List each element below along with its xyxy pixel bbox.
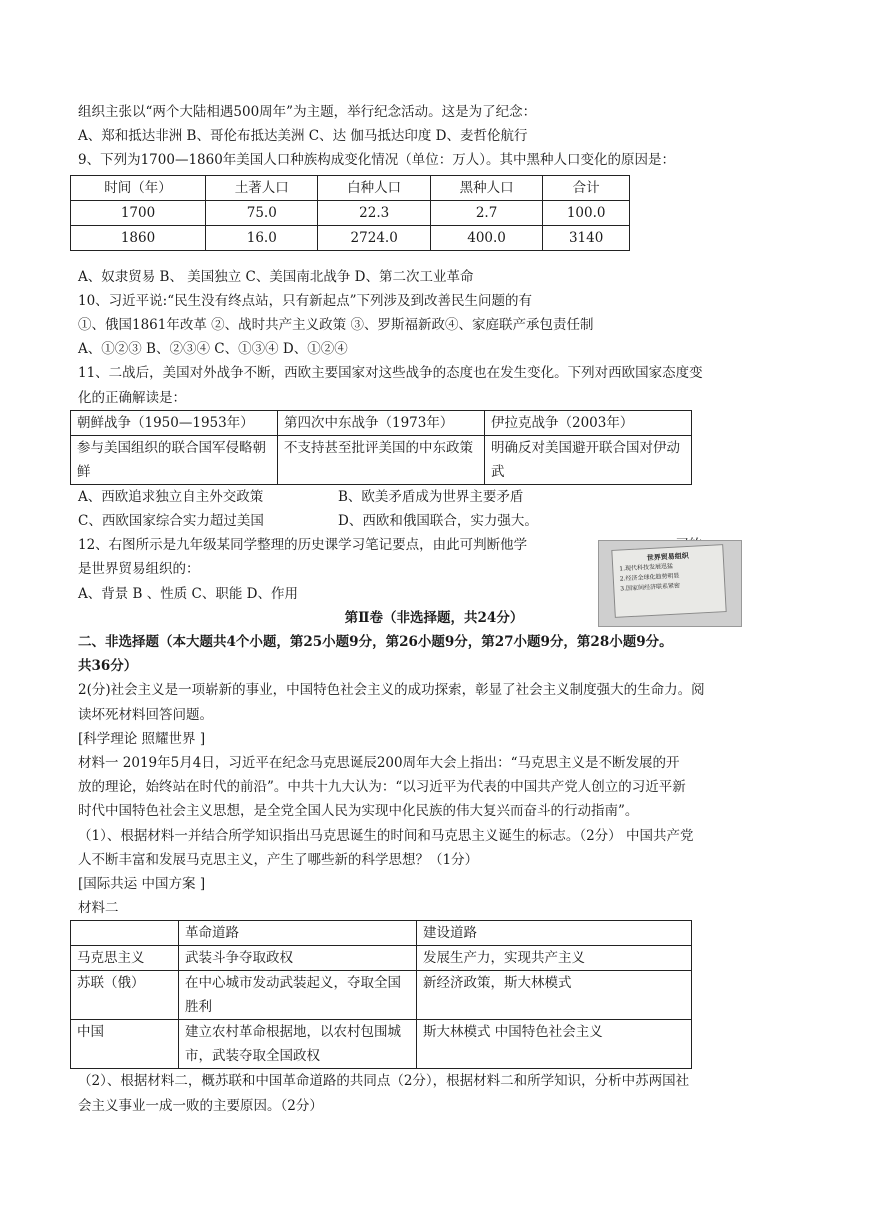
table-row <box>71 921 692 946</box>
table-row <box>71 1020 692 1069</box>
material-2-label: 材料二 <box>78 900 119 917</box>
section-2-heading-cont: 共36分） <box>78 658 138 675</box>
sub-question-2: 会主义事业一成一败的主要原因。（2分） <box>78 1097 323 1114</box>
text-line: 组织主张以“两个大陆相遇500周年”为主题，举行纪念活动。这是为了纪念： <box>78 104 537 120</box>
table-row <box>71 225 630 250</box>
option-c: C、西欧国家综合实力超过美国 <box>78 513 264 530</box>
question-12-cont: 是世界贸易组织的： <box>78 561 200 578</box>
table-cell: 中国 <box>71 1020 179 1069</box>
sub-question-1: 人不断丰富和发展马克思主义，产生了哪些新的科学思想？（1分） <box>78 851 479 868</box>
table-header <box>71 921 179 946</box>
table-row <box>71 410 692 435</box>
question-12: 12、右图所示是九年级某同学整理的历史课学习笔记要点，由此可判断他学 <box>78 537 528 554</box>
q12-options: A、背景 B 、性质 C、职能 D、作用 <box>78 585 298 602</box>
material-1: 放的理论，始终站在时代的前沿”。中共十九大认为：“以习近平为代表的中国共产党人创立的习近平新 <box>78 779 686 796</box>
table-header: 第四次中东战争（1973年） <box>278 410 485 435</box>
material-1: 时代中国特色社会主义思想，是全党全国人民为实现中化民族的伟大复兴而奋斗的行动指南”。 <box>78 803 639 820</box>
sub-question-1: （1）、根据材料一并结合所学知识指出马克思诞生的时间和马克思主义诞生的标志。（2分） 中国共产党 <box>78 827 694 844</box>
europe-attitude-table <box>70 410 692 485</box>
table-header: 朝鲜战争（1950—1953年） <box>71 410 278 435</box>
table-header: 白种人口 <box>318 175 430 200</box>
table-cell: 75.0 <box>206 200 318 225</box>
road-comparison-table <box>70 920 692 1069</box>
option-b: B、欧美矛盾成为世界主要矛盾 <box>338 488 524 505</box>
population-table <box>70 175 630 251</box>
question-11: 11、二战后，美国对外战争不断，西欧主要国家对这些战争的态度也在发生变化。下列对西欧国家态度变 <box>78 365 703 382</box>
table-header: 伊拉克战争（2003年） <box>485 410 692 435</box>
table-cell: 3140 <box>543 225 630 250</box>
table-cell: 建立农村革命根据地，以农村包围城市，武装夺取全国政权 <box>179 1020 417 1069</box>
table-header: 合计 <box>543 175 630 200</box>
notes-title: 世界贸易组织 <box>646 550 689 563</box>
table-cell: 2.7 <box>430 200 542 225</box>
notes-item: 1.现代科技发展迅猛 <box>619 562 674 573</box>
q10-items: ①、俄国1861年改革 ②、战时共产主义政策 ③、罗斯福新政④、家庭联产承包责任制 <box>78 317 594 334</box>
subheading: [国际共运 中国方案 ] <box>78 876 206 893</box>
table-cell: 16.0 <box>206 225 318 250</box>
table-cell: 发展生产力，实现共产主义 <box>417 946 692 971</box>
question-10: 10、习近平说:“民生没有终点站，只有新起点”下列涉及到改善民生问题的有 <box>78 292 533 309</box>
table-cell: 400.0 <box>430 225 542 250</box>
paragraph: 2(分)社会主义是一项崭新的事业，中国特色社会主义的成功探索，彰显了社会主义制度强大的生命力。阅 <box>78 682 705 699</box>
q11-options-row1 <box>78 485 790 509</box>
table-cell: 参与美国组织的联合国军侵略朝鲜 <box>71 435 278 484</box>
table-header: 黑种人口 <box>430 175 542 200</box>
table-cell: 22.3 <box>318 200 430 225</box>
table-cell: 不支持甚至批评美国的中东政策 <box>278 435 485 484</box>
paragraph: 读坏死材料回答问题。 <box>78 706 213 723</box>
table-header: 时间（年） <box>71 175 206 200</box>
table-cell: 武装斗争夺取政权 <box>179 946 417 971</box>
table-cell: 明确反对美国避开联合国对伊动武 <box>485 435 692 484</box>
q9-options: A、奴隶贸易 B、 美国独立 C、美国南北战争 D、第二次工业革命 <box>78 268 474 285</box>
material-1: 材料一 2019年5月4日，习近平在纪念马克思诞辰200周年大会上指出：“马克思主义是不断发展的开 <box>78 755 680 772</box>
sub-question-2: （2）、根据材料二，概苏联和中国革命道路的共同点（2分），根据材料二和所学知识，分析中苏两国社 <box>78 1073 690 1090</box>
q10-options: A、①②③ B、②③④ C、①③④ D、①②④ <box>78 341 348 358</box>
notes-item: 3.国家间经济联系紧密 <box>620 582 681 593</box>
notes-item: 2.经济全球化趋势明显 <box>619 572 680 583</box>
q8-options: A、郑和抵达非洲 B、哥伦布抵达美洲 C、达 伽马抵达印度 D、麦哲伦航行 <box>78 128 528 145</box>
part-2-title: 第Ⅱ卷（非选择题，共24分） <box>344 609 524 626</box>
wto-notes-image <box>598 540 742 627</box>
table-header: 土著人口 <box>206 175 318 200</box>
q11-options-row2 <box>78 509 790 533</box>
question-11-cont: 化的正确解读是： <box>78 389 186 406</box>
table-cell: 2724.0 <box>318 225 430 250</box>
table-row <box>71 175 630 200</box>
option-d: D、西欧和俄国联合，实力强大。 <box>338 513 538 530</box>
table-row <box>71 435 692 484</box>
table-header: 革命道路 <box>179 921 417 946</box>
table-cell: 1860 <box>71 225 206 250</box>
notes-card <box>611 544 726 618</box>
section-2-heading: 二、非选择题（本大题共4个小题，第25小题9分，第26小题9分，第27小题9分，第28小题9分。 <box>78 634 673 651</box>
table-header: 建设道路 <box>417 921 692 946</box>
table-row <box>71 946 692 971</box>
table-cell: 1700 <box>71 200 206 225</box>
table-cell: 100.0 <box>543 200 630 225</box>
table-cell: 苏联（俄） <box>71 971 179 1020</box>
table-cell: 斯大林模式 中国特色社会主义 <box>417 1020 692 1069</box>
option-a: A、西欧追求独立自主外交政策 <box>78 488 264 505</box>
table-cell: 在中心城市发动武装起义，夺取全国胜利 <box>179 971 417 1020</box>
table-cell: 新经济政策，斯大林模式 <box>417 971 692 1020</box>
question-9: 9、下列为1700—1860年美国人口种族构成变化情况（单位：万人）。其中黑种人口变化的原因是： <box>78 152 676 169</box>
table-cell: 马克思主义 <box>71 946 179 971</box>
subheading: [科学理论 照耀世界 ] <box>78 730 206 747</box>
table-row <box>71 200 630 225</box>
table-row <box>71 971 692 1020</box>
